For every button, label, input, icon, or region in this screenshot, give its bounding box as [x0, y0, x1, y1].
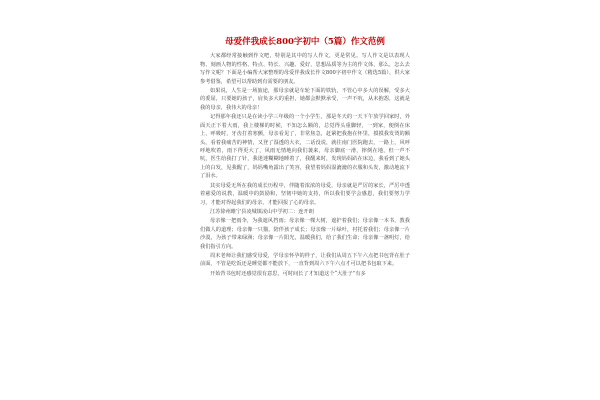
document-title: 母爱伴我成长800字初中（5篇）作文范例 [225, 37, 385, 47]
paragraph-gratitude: 其实母爱无所在我的成长历程中，伴随着浓浓的母爱，母亲就是严厉的家长，严厉中透着慈爱的说教，温暖中的鼓励和，坚韧中她的支持，所以我们要学会感恩，我们要努力学习，才能对得起我们的母亲，才能回报了心的母亲。 [200, 182, 410, 206]
document-body [200, 38, 410, 279]
paragraph-memory: 记得那年我还只是在读小学三年级的一个小学生，那是冬天的一天下午放学回家时，外面天正下着大雨，我上楼梯的时候，不知怎么额的，总觉得头重脚轻，一到家，便倒在床上，呼吸时，牙齿打着寒颤，母亲看见了，非常焦急，赶紧把我抱在怀里，摸摸我发烫的额头，看着我痛苦的神情，又登了湿透的大衣，二话没说，就往南门医院跑去，一路上，风呼呼地吹着，雨下得更大了，风雨无情地向我们袭来，母亲脚底一滑，摔倒在地，但一声不吭，医生给我打了针，我迷迷糊糊地睡着了，我醒来时，发现妈妈趴在床边，我看到了她头上的白发，见我醒了，妈妈嘴角露出了笑容，我望着妈妈湿漉漉的衣服和头发，激动地流下了泪水。 [200, 114, 410, 180]
author-source-line: 江苏徐州睢宁县凌城镇凌山中学初二：连开朗 [210, 208, 314, 215]
paragraph-metaphors: 母亲像一把雨伞，为我遮风挡雨；母亲像一棵大树，遮护着我们；母亲像一本书，教我们做人的道理；母亲像一只猫，陪伴孩子成长；母亲像一片绿叶，衬托着我们；母亲像一片沙漠，为孩子带来绿洲；母亲像一片阳光，温暖我们，给了我们生命；母亲像一盏明灯，给我们指引方向。 [200, 218, 410, 250]
paragraph-journey: 如果说，人生是一场旅途，那母亲就是车轮下面的铁轨，不管心中多大的误解，受多大的委屈，只要她的孩子，肩负多大的重担，她都会默默承受，一声不吭，从未抱怨，这就是我的母亲，我伟大的母亲！ [200, 88, 410, 111]
paragraph-intro: 大家都经常接触到作文吧，特别是其中的写人作文，更是常见。写人作文是以表现人物、刻画人物的性格、特点、特长、兴趣、爱好、思想品质等为主的作文体，那么，怎么去写作文呢？下面是小编帮大家整理的母爱伴我成长作文800字初中作文（精选5篇），供大家参考借鉴，希望可以帮助到有需要的朋友。 [200, 53, 410, 85]
paragraph-backpack: 开始背书包时还感觉很有意思，可时间长了才知道这个“大肚子”有多 [210, 270, 366, 277]
paragraph-weekend-task: 周末老师让我们感受母爱，学母亲怀孕的样子，让我们从周五下午六点把书包背在肚子前面，不管是吃饭还是睡觉都不能放下，一直背到周六下午六点才可以把书包取下来。 [200, 253, 410, 268]
